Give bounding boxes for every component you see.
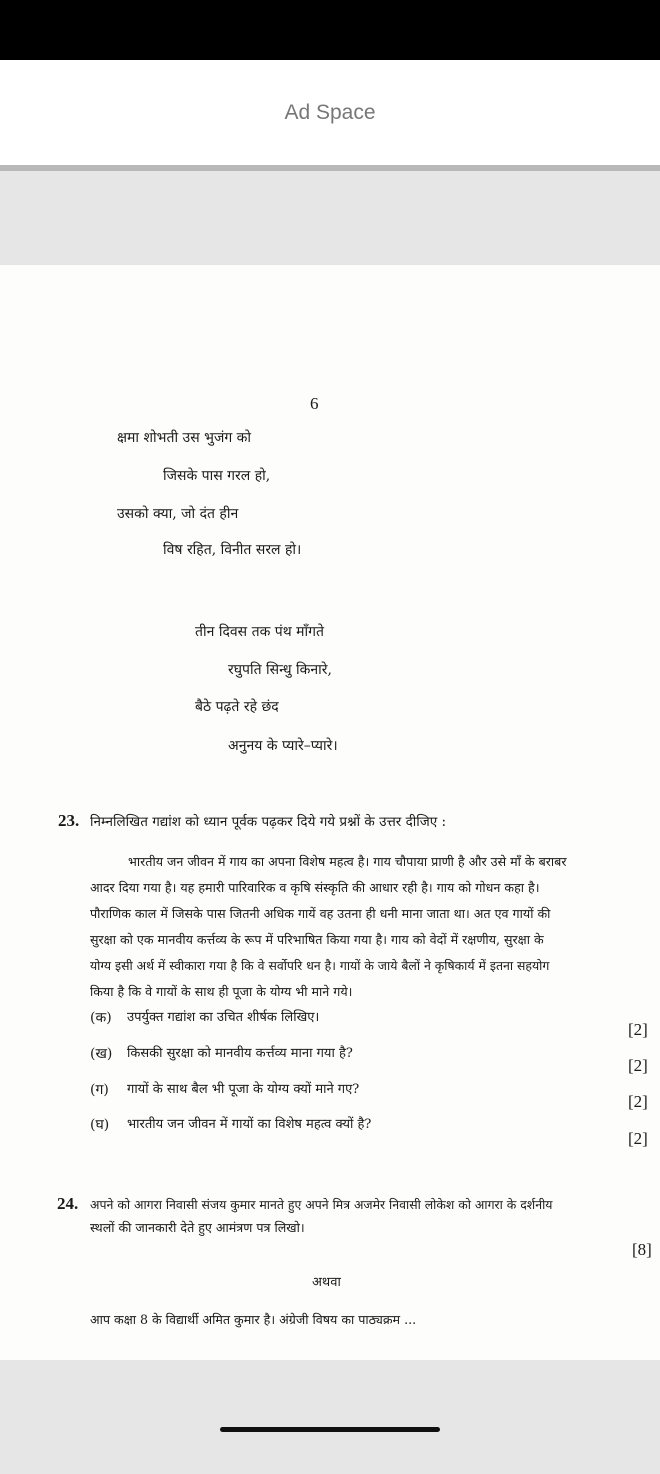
- page-number: 6: [310, 394, 319, 413]
- passage-line: भारतीय जन जीवन में गाय का अपना विशेष महत्व है। गाय चौपाया प्राणी है और उसे माँ के बराबर: [128, 854, 567, 869]
- document-page: [0, 265, 660, 1360]
- status-bar: [0, 0, 660, 60]
- ad-spacer: [0, 171, 660, 265]
- question-text: आप कक्षा 8 के विद्यार्थी अमित कुमार है। अंग्रेजी विषय का पाठ्यक्रम ...: [90, 1312, 417, 1327]
- poem-line: अनुनय के प्यारे–प्यारे।: [228, 738, 338, 754]
- subquestion-text: भारतीय जन जीवन में गायों का विशेष महत्व क्यों है?: [127, 1117, 372, 1132]
- subquestion-label: (ग): [90, 1082, 109, 1098]
- subquestion-text: किसकी सुरक्षा को मानवीय कर्त्तव्य माना गया है?: [127, 1046, 353, 1061]
- subquestion-label: (क): [90, 1010, 112, 1026]
- or-label: अथवा: [312, 1275, 341, 1290]
- poem-line: विष रहित, विनीत सरल हो।: [163, 542, 302, 558]
- question-text: अपने को आगरा निवासी संजय कुमार मानते हुए अपने मित्र अजमेर निवासी लोकेश को आगरा के दर्शनीय: [90, 1197, 553, 1212]
- poem-line: जिसके पास गरल हो,: [163, 468, 271, 484]
- passage-line: योग्य इसी अर्थ में स्वीकारा गया है कि वे सर्वोपरि धन है। गायों के जाये बैलों ने कृषिकार्य में इतना सहयोग: [90, 958, 550, 973]
- passage-line: आदर दिया गया है। यह हमारी पारिवारिक व कृषि संस्कृति की आधार रही है। गाय को गोधन कहा है।: [90, 880, 540, 895]
- poem-line: तीन दिवस तक पंथ माँगते: [195, 624, 324, 640]
- subquestion-text: उपर्युक्त गद्यांश का उचित शीर्षक लिखिए।: [127, 1010, 320, 1025]
- ad-label: Ad Space: [284, 100, 376, 124]
- ad-banner[interactable]: [0, 60, 660, 165]
- poem-line: उसको क्या, जो दंत हीन: [117, 506, 239, 522]
- subquestion-label: (ख): [90, 1046, 113, 1062]
- subquestion-text: गायों के साथ बैल भी पूजा के योग्य क्यों माने गए?: [127, 1082, 360, 1097]
- marks: [2]: [628, 1020, 648, 1039]
- marks: [2]: [628, 1056, 648, 1075]
- marks: [2]: [628, 1129, 648, 1148]
- home-indicator[interactable]: [220, 1427, 440, 1432]
- passage-line: किया है कि वे गायों के साथ ही पूजा के योग्य भी माने गये।: [90, 984, 353, 999]
- subquestion-label: (घ): [90, 1117, 110, 1133]
- passage-line: सुरक्षा को एक मानवीय कर्त्तव्य के रूप में परिभाषित किया गया है। गाय को वेदों में रक्षणीय, सुरक्षा के: [90, 932, 544, 947]
- marks: [2]: [628, 1092, 648, 1111]
- question-number: 23.: [58, 811, 80, 830]
- poem-line: रघुपति सिन्धु किनारे,: [228, 662, 332, 678]
- bottom-bar: [0, 1360, 660, 1474]
- question-instruction: निम्नलिखित गद्यांश को ध्यान पूर्वक पढ़कर दिये गये प्रश्नों के उत्तर दीजिए :: [90, 814, 447, 830]
- marks: [8]: [632, 1240, 652, 1259]
- poem-line: बैठे पढ़ते रहे छंद: [195, 699, 279, 715]
- poem-line: क्षमा शोभती उस भुजंग को: [117, 430, 252, 446]
- passage-line: पौराणिक काल में जिसके पास जितनी अधिक गायें वह उतना ही धनी माना जाता था। अत एव गायों की: [90, 906, 551, 921]
- question-number: 24.: [57, 1194, 79, 1213]
- question-text: स्थलों की जानकारी देते हुए आमंत्रण पत्र लिखो।: [90, 1220, 305, 1235]
